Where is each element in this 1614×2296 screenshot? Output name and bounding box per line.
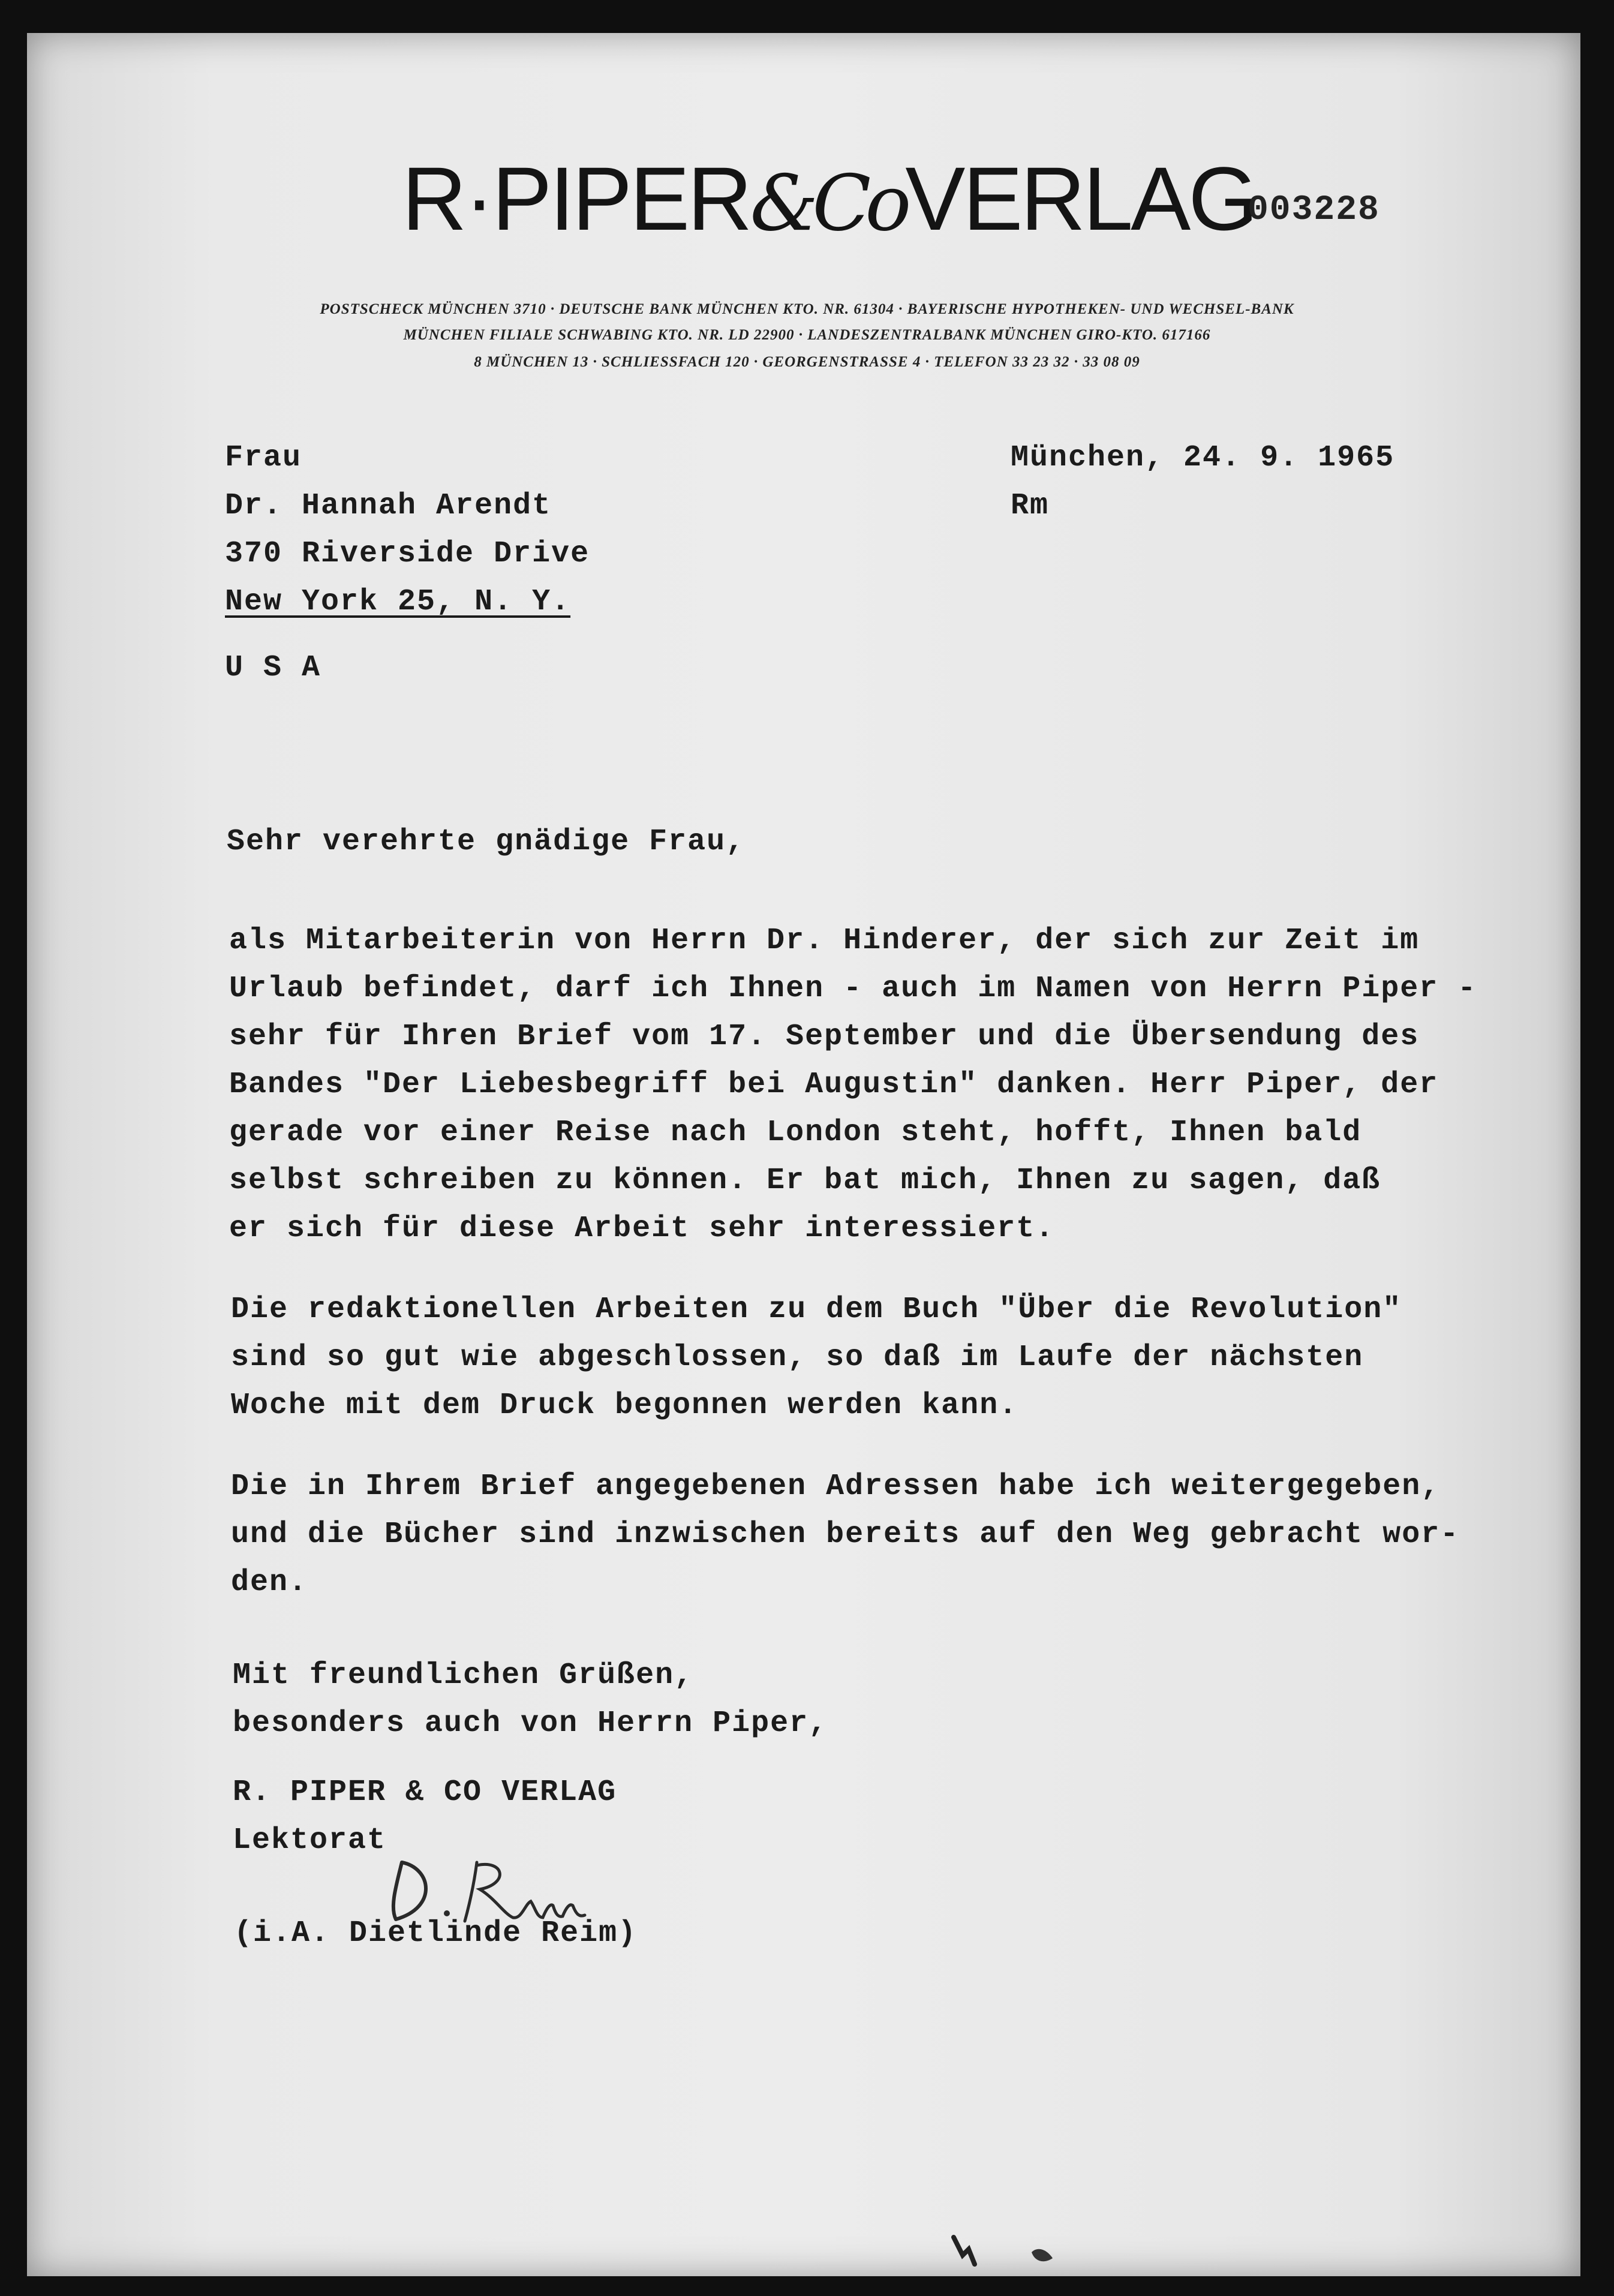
paragraph-3-line: und die Bücher sind inzwischen bereits auf den Weg gebracht wor- bbox=[231, 1517, 1460, 1552]
paragraph-1-line: Urlaub befindet, darf ich Ihnen - auch im Namen von Herrn Piper - bbox=[229, 972, 1477, 1006]
paragraph-1-line: gerade vor einer Reise nach London steht, hofft, Ihnen bald bbox=[229, 1116, 1362, 1150]
reference-initials: Rm bbox=[1011, 489, 1050, 523]
ink-smudge bbox=[948, 2231, 1068, 2267]
place-date: München, 24. 9. 1965 bbox=[1011, 441, 1395, 475]
paragraph-1-line: Bandes "Der Liebesbegriff bei Augustin" danken. Herr Piper, der bbox=[229, 1068, 1439, 1102]
closing-line-1: Mit freundlichen Grüßen, bbox=[233, 1658, 694, 1693]
bank-line-3: 8 MÜNCHEN 13 · SCHLIESSFACH 120 · GEORGENSTRASSE 4 · TELEFON 33 23 32 · 33 08 09 bbox=[474, 354, 1140, 370]
recipient-salutation: Frau bbox=[225, 441, 302, 475]
recipient-city: New York 25, N. Y. bbox=[225, 585, 571, 619]
recipient-street: 370 Riverside Drive bbox=[225, 537, 590, 571]
letterhead-name-part1: R·PIPER bbox=[402, 148, 750, 249]
bank-line-2: MÜNCHEN FILIALE SCHWABING KTO. NR. LD 22900 · LANDESZENTRALBANK MÜNCHEN GIRO-KTO. 617166 bbox=[403, 327, 1211, 343]
letterhead-ampersand: &Co bbox=[750, 159, 906, 248]
bank-line-1: POSTSCHECK MÜNCHEN 3710 · DEUTSCHE BANK MÜNCHEN KTO. NR. 61304 · BAYERISCHE HYPOTHEKEN- UND WECHSEL-BANK bbox=[320, 301, 1294, 317]
recipient-name: Dr. Hannah Arendt bbox=[225, 489, 552, 523]
document-number-stamp: 003228 bbox=[1248, 191, 1380, 230]
company-name: R. PIPER & CO VERLAG bbox=[233, 1775, 617, 1810]
paragraph-1-line: als Mitarbeiterin von Herrn Dr. Hinderer, der sich zur Zeit im bbox=[229, 924, 1420, 958]
letterhead-logo bbox=[402, 147, 1256, 251]
paragraph-3-line: Die in Ihrem Brief angegebenen Adressen habe ich weitergegeben, bbox=[231, 1469, 1441, 1504]
paragraph-2-line: Die redaktionellen Arbeiten zu dem Buch "Über die Revolution" bbox=[231, 1293, 1402, 1327]
greeting: Sehr verehrte gnädige Frau, bbox=[227, 825, 746, 859]
letterhead-name-part2: VERLAG bbox=[905, 148, 1256, 249]
paragraph-2-line: sind so gut wie abgeschlossen, so daß im Laufe der nächsten bbox=[231, 1341, 1364, 1375]
paragraph-3-line: den. bbox=[231, 1565, 308, 1600]
paragraph-1-line: er sich für diese Arbeit sehr interessiert. bbox=[229, 1212, 1055, 1246]
paragraph-1-line: selbst schreiben zu können. Er bat mich, Ihnen zu sagen, daß bbox=[229, 1164, 1381, 1198]
closing-line-2: besonders auch von Herrn Piper, bbox=[233, 1706, 828, 1741]
paragraph-1-line: sehr für Ihren Brief vom 17. September und die Übersendung des bbox=[229, 1020, 1420, 1054]
recipient-country: U S A bbox=[225, 651, 321, 685]
department-name: Lektorat bbox=[233, 1823, 387, 1858]
signer-name: (i.A. Dietlinde Reim) bbox=[234, 1916, 638, 1951]
paragraph-2-line: Woche mit dem Druck begonnen werden kann. bbox=[231, 1389, 1018, 1423]
